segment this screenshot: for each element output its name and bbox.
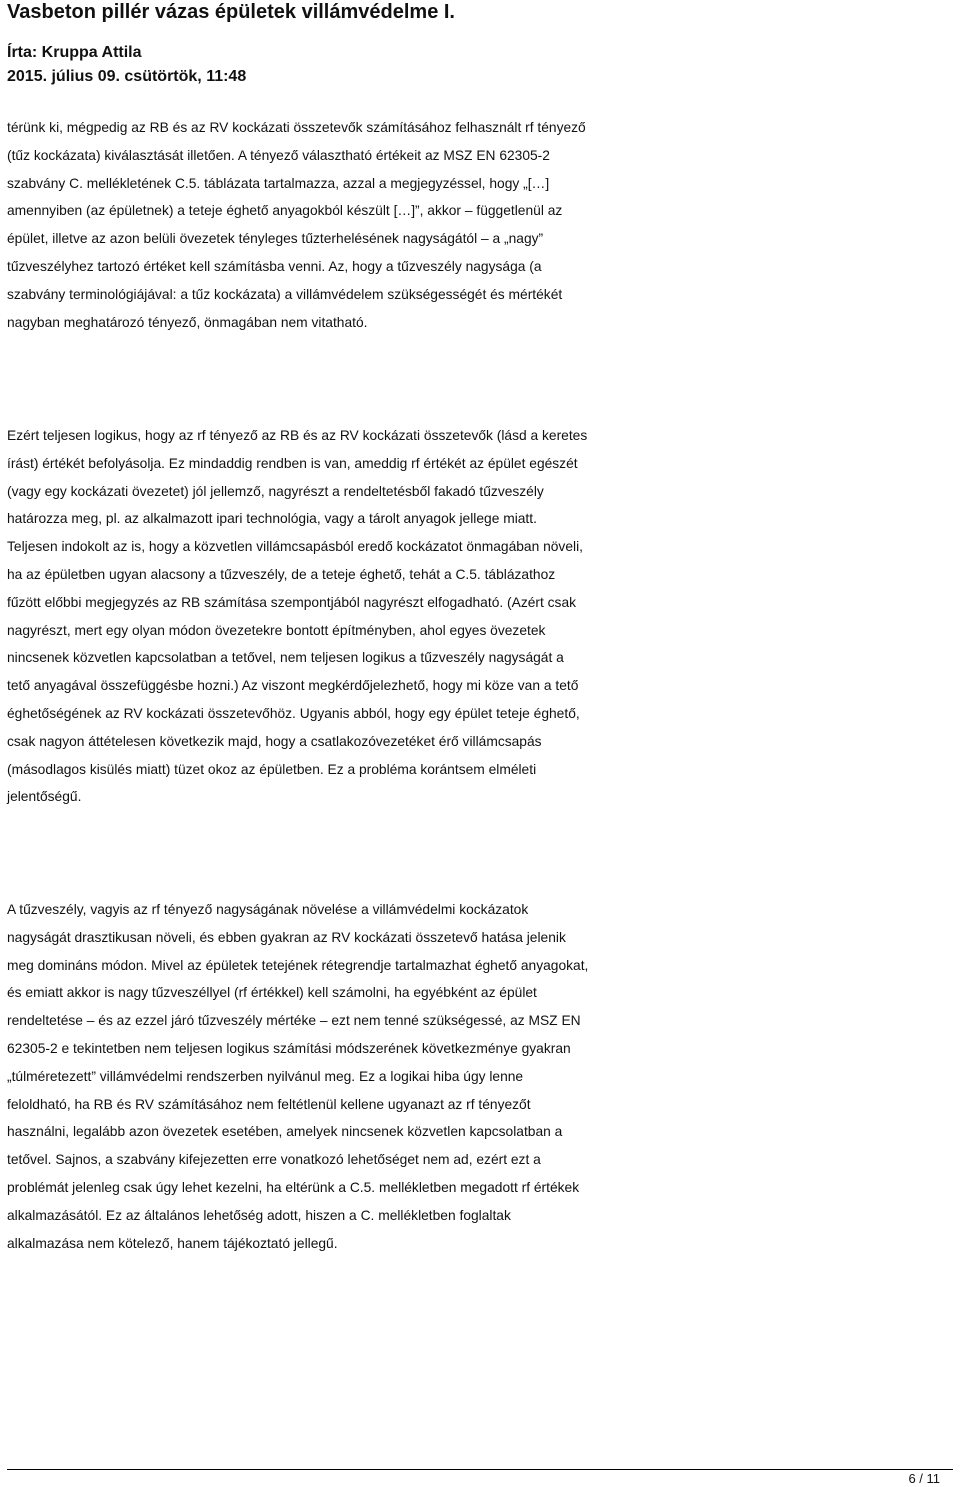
paragraph-line: fűzött előbbi megjegyzés az RB számítása szempontjából nagyrészt elfogadható. (Azért csak (7, 594, 577, 610)
document-header (0, 0, 960, 104)
paragraph-line: Ezért teljesen logikus, hogy az rf tényező az RB és az RV kockázati összetevők (lásd a keretes (7, 428, 588, 443)
paragraph-line: rendeltetése – és az ezzel járó tűzveszély mértéke – ezt nem tenné szükségessé, az MSZ EN (7, 1013, 581, 1029)
paragraph-line: ha az épületben ugyan alacsony a tűzveszély, de a teteje éghető, tehát a C.5. táblázathoz (7, 566, 556, 582)
paragraph-line: tető anyagával összefüggésbe hozni.) Az viszont megkérdőjelezhető, hogy mi köze van a tető (7, 678, 579, 694)
page-title: Vasbeton pillér vázas épületek villámvédelme I. (7, 1, 455, 23)
paragraph-line: (vagy egy kockázati övezetet) jól jellemző, nagyrészt a rendeltetésből fakadó tűzveszély (7, 483, 544, 499)
author-line: Írta: Kruppa Attila (7, 44, 142, 61)
paragraph-line: és emiatt akkor is nagy tűzveszéllyel (rf értékkel) kell számolni, ha egyébként az épület (7, 985, 537, 1001)
paragraph-line: nagyságát drasztikusan növeli, és ebben gyakran az RV kockázati összetevő hatása jelenik (7, 929, 566, 945)
paragraph-line: (tűz kockázata) kiválasztását illetően. A tényező választható értékeit az MSZ EN 62305-2 (7, 147, 550, 163)
paragraph-line: térünk ki, mégpedig az RB és az RV kockázati összetevők számításához felhasznált rf tényező (7, 120, 586, 135)
paragraph-line: Teljesen indokolt az is, hogy a közvetlen villámcsapásból eredő kockázatot önmagában növeli, (7, 539, 583, 555)
paragraph-line: írást) értékét befolyásolja. Ez mindaddig rendben is van, ameddig rf értékét az épület egészét (7, 455, 578, 471)
paragraph-line: nagyban meghatározó tényező, önmagában nem vitatható. (7, 314, 368, 330)
paragraph-line: tetővel. Sajnos, a szabvány kifejezetten erre vonatkozó lehetőséget nem ad, ezért ezt a (7, 1152, 541, 1168)
paragraph-line: nincsenek közvetlen kapcsolatban a tetővel, nem teljesen logikus a tűzveszély nagyságát a (7, 650, 564, 666)
paragraph-line: használni, legalább azon övezetek esetében, amelyek nincsenek közvetlen kapcsolatban a (7, 1124, 563, 1140)
paragraph-line: határozza meg, pl. az alkalmazott ipari technológia, vagy a tárolt anyagok jellege miatt. (7, 511, 537, 527)
paragraph-line: nagyrészt, mert egy olyan módon övezetekre bontott építményben, ahol egyes övezetek (7, 622, 546, 638)
paragraph-line: problémát jelenleg csak úgy lehet kezelni, ha eltérünk a C.5. mellékletben megadott rf értékek (7, 1179, 580, 1195)
paragraph-line: amennyiben (az épületnek) a teteje éghető anyagokból készült […]”, akkor – függetlenül az (7, 203, 563, 219)
body-paragraph-1 (7, 114, 955, 336)
paragraph-line: „túlméretezett” villámvédelmi rendszerben nyilvánul meg. Ez a logikai hiba úgy lenne (7, 1068, 524, 1084)
paragraph-line: szabvány terminológiájával: a tűz kockázata) a villámvédelem szükségességét és mértékét (7, 286, 563, 302)
paragraph-line: épület, illetve az azon belüli övezetek tényleges tűzterhelésének nagyságától – a „nagy” (7, 231, 544, 247)
paragraph-line: szabvány C. mellékletének C.5. táblázata tartalmazza, azzal a megjegyzéssel, hogy „[…] (7, 175, 550, 191)
paragraph-line: tűzveszélyhez tartozó értéket kell számításba venni. Az, hogy a tűzveszély nagysága (a (7, 258, 542, 274)
paragraph-line: (másodlagos kisülés miatt) tüzet okoz az épületben. Ez a probléma korántsem elméleti (7, 761, 537, 777)
paragraph-line: feloldható, ha RB és RV számításához nem feltétlenül kellene ugyanazt az rf tényezőt (7, 1096, 531, 1112)
paragraph-line: 62305-2 e tekintetben nem teljesen logikus számítási módszerének következménye gyakran (7, 1040, 571, 1056)
body-paragraph-2 (7, 422, 955, 811)
paragraph-line: meg domináns módon. Mivel az épületek tetejének rétegrendje tartalmazhat éghető anyagokat, (7, 957, 589, 973)
paragraph-line: A tűzveszély, vagyis az rf tényező nagyságának növelése a villámvédelmi kockázatok (7, 902, 529, 917)
paragraph-line: alkalmazásától. Ez az általános lehetőség adott, hiszen a C. mellékletben foglaltak (7, 1207, 511, 1223)
paragraph-line: éghetőségének az RV kockázati összetevőhöz. Ugyanis abból, hogy egy épület teteje éghető, (7, 705, 580, 721)
footer-divider (7, 1469, 953, 1470)
page-number: 6 / 11 (908, 1471, 940, 1486)
paragraph-line: alkalmazása nem kötelező, hanem tájékoztató jellegű. (7, 1235, 338, 1251)
paragraph-line: csak nagyon áttételesen következik majd, hogy a csatlakozóvezetéket érő villámcsapás (7, 733, 542, 749)
paragraph-line: jelentőségű. (7, 789, 82, 805)
date-line: 2015. július 09. csütörtök, 11:48 (7, 68, 247, 85)
body-paragraph-3 (7, 896, 955, 1257)
